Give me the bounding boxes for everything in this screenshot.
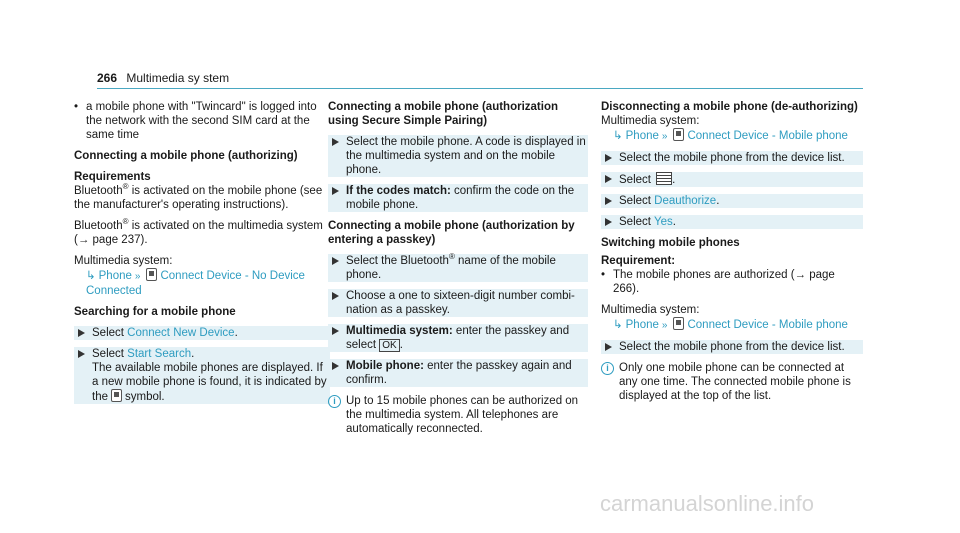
menu-path: ↳ Phone » Connect Device - No Device Connected <box>86 270 305 297</box>
requirements-heading: Requirement: <box>601 255 676 267</box>
chevron-right-icon: » <box>134 271 141 282</box>
page-header <box>97 71 229 85</box>
info-icon: i <box>601 362 614 375</box>
chevron-right-icon: » <box>661 320 668 331</box>
instruction-step: If the codes match: confirm the code on the mobile phone. <box>328 184 588 212</box>
section-heading: Connecting a mobile phone (authorizing) <box>74 150 298 162</box>
instruction-step: Mobile phone: enter the passkey again and confirm. <box>328 359 588 387</box>
menu-icon <box>656 172 672 185</box>
section-heading: Switching mobile phones <box>601 237 740 249</box>
header-rule <box>97 88 863 89</box>
path-arrow-icon: ↳ <box>86 270 96 282</box>
step-arrow-icon <box>332 362 339 370</box>
section-heading: Connecting a mobile phone (authorization by entering a passkey) <box>328 220 575 246</box>
menu-path: ↳ Phone » Connect Device - Mobile phone <box>613 130 848 142</box>
menu-path-label: Multimedia system: <box>601 304 700 316</box>
step-arrow-icon <box>605 175 612 183</box>
step-arrow-icon <box>605 154 612 162</box>
step-arrow-icon <box>332 138 339 146</box>
menu-path-label: Multimedia system: <box>74 255 173 267</box>
info-icon: i <box>328 395 341 408</box>
instruction-step: Select the mobile phone from the device list. <box>601 340 863 354</box>
step-arrow-icon <box>605 197 612 205</box>
step-arrow-icon <box>605 218 612 226</box>
phone-icon <box>673 128 684 141</box>
list-item: • a mobile phone with "Twincard" is logged into the network with the second SIM card at the same time <box>74 100 330 142</box>
ok-key-icon: OK <box>379 339 399 352</box>
section-heading: Disconnecting a mobile phone (de-authorizing) <box>601 101 858 113</box>
column-2 <box>328 100 588 443</box>
instruction-step: Select Yes. <box>601 215 863 229</box>
step-arrow-icon <box>605 343 612 351</box>
step-arrow-icon <box>332 187 339 195</box>
instruction-step: Select the mobile phone from the device list. <box>601 151 863 165</box>
step-arrow-icon <box>78 350 85 358</box>
instruction-step: Multimedia system: enter the passkey and select OK . <box>328 324 588 352</box>
phone-icon <box>111 389 122 402</box>
phone-icon <box>146 268 157 281</box>
path-arrow-icon: ↳ <box>613 319 623 331</box>
phone-icon <box>673 317 684 330</box>
requirement-text: Bluetooth® is activated on the multimedia system (→ page 237). <box>74 217 323 246</box>
page-number: 266 <box>97 71 118 85</box>
instruction-step: Select Connect New Device. <box>74 326 330 340</box>
path-arrow-icon: ↳ <box>613 130 623 142</box>
step-arrow-icon <box>332 292 339 300</box>
instruction-step: Select Deauthorize. <box>601 194 863 208</box>
menu-path: ↳ Phone » Connect Device - Mobile phone <box>613 319 848 331</box>
section-title: Multimedia sy stem <box>126 71 230 85</box>
column-3 <box>601 100 863 410</box>
step-arrow-icon <box>78 329 85 337</box>
column-1 <box>74 100 330 411</box>
step-arrow-icon <box>332 257 339 265</box>
list-item: • The mobile phones are authorized (→ page 266). <box>601 268 863 296</box>
instruction-step: Select the Bluetooth® name of the mobile phone. <box>328 254 588 282</box>
chevron-right-icon: » <box>661 131 668 142</box>
watermark: carmanualsonline.info <box>600 491 815 516</box>
instruction-step: Select Start Search. The available mobile phones are displayed. If a new mobile phone is found, it is indicated by the symbol. <box>74 347 330 404</box>
section-heading: Searching for a mobile phone <box>74 306 236 318</box>
info-note: i Only one mobile phone can be connected at any one time. The connected mobile phone is displayed at the top of the list. <box>601 361 863 403</box>
requirements-heading: Requirements <box>74 171 151 183</box>
requirement-text: Bluetooth® is activated on the mobile phone (see the manufacturer's operating instructions). <box>74 182 323 211</box>
menu-path-label: Multimedia system: <box>601 115 700 127</box>
section-heading: Connecting a mobile phone (authorization using Secure Simple Pairing) <box>328 101 558 127</box>
info-note: i Up to 15 mobile phones can be authorized on the multimedia system. All telephones are automatically reconnected. <box>328 394 588 436</box>
instruction-step: Select . <box>601 172 863 187</box>
instruction-step: Choose a one to sixteen-digit number combination as a passkey. <box>328 289 588 317</box>
instruction-step: Select the mobile phone. A code is displayed in the multimedia system and on the mobile phone. <box>328 135 588 177</box>
step-arrow-icon <box>332 327 339 335</box>
